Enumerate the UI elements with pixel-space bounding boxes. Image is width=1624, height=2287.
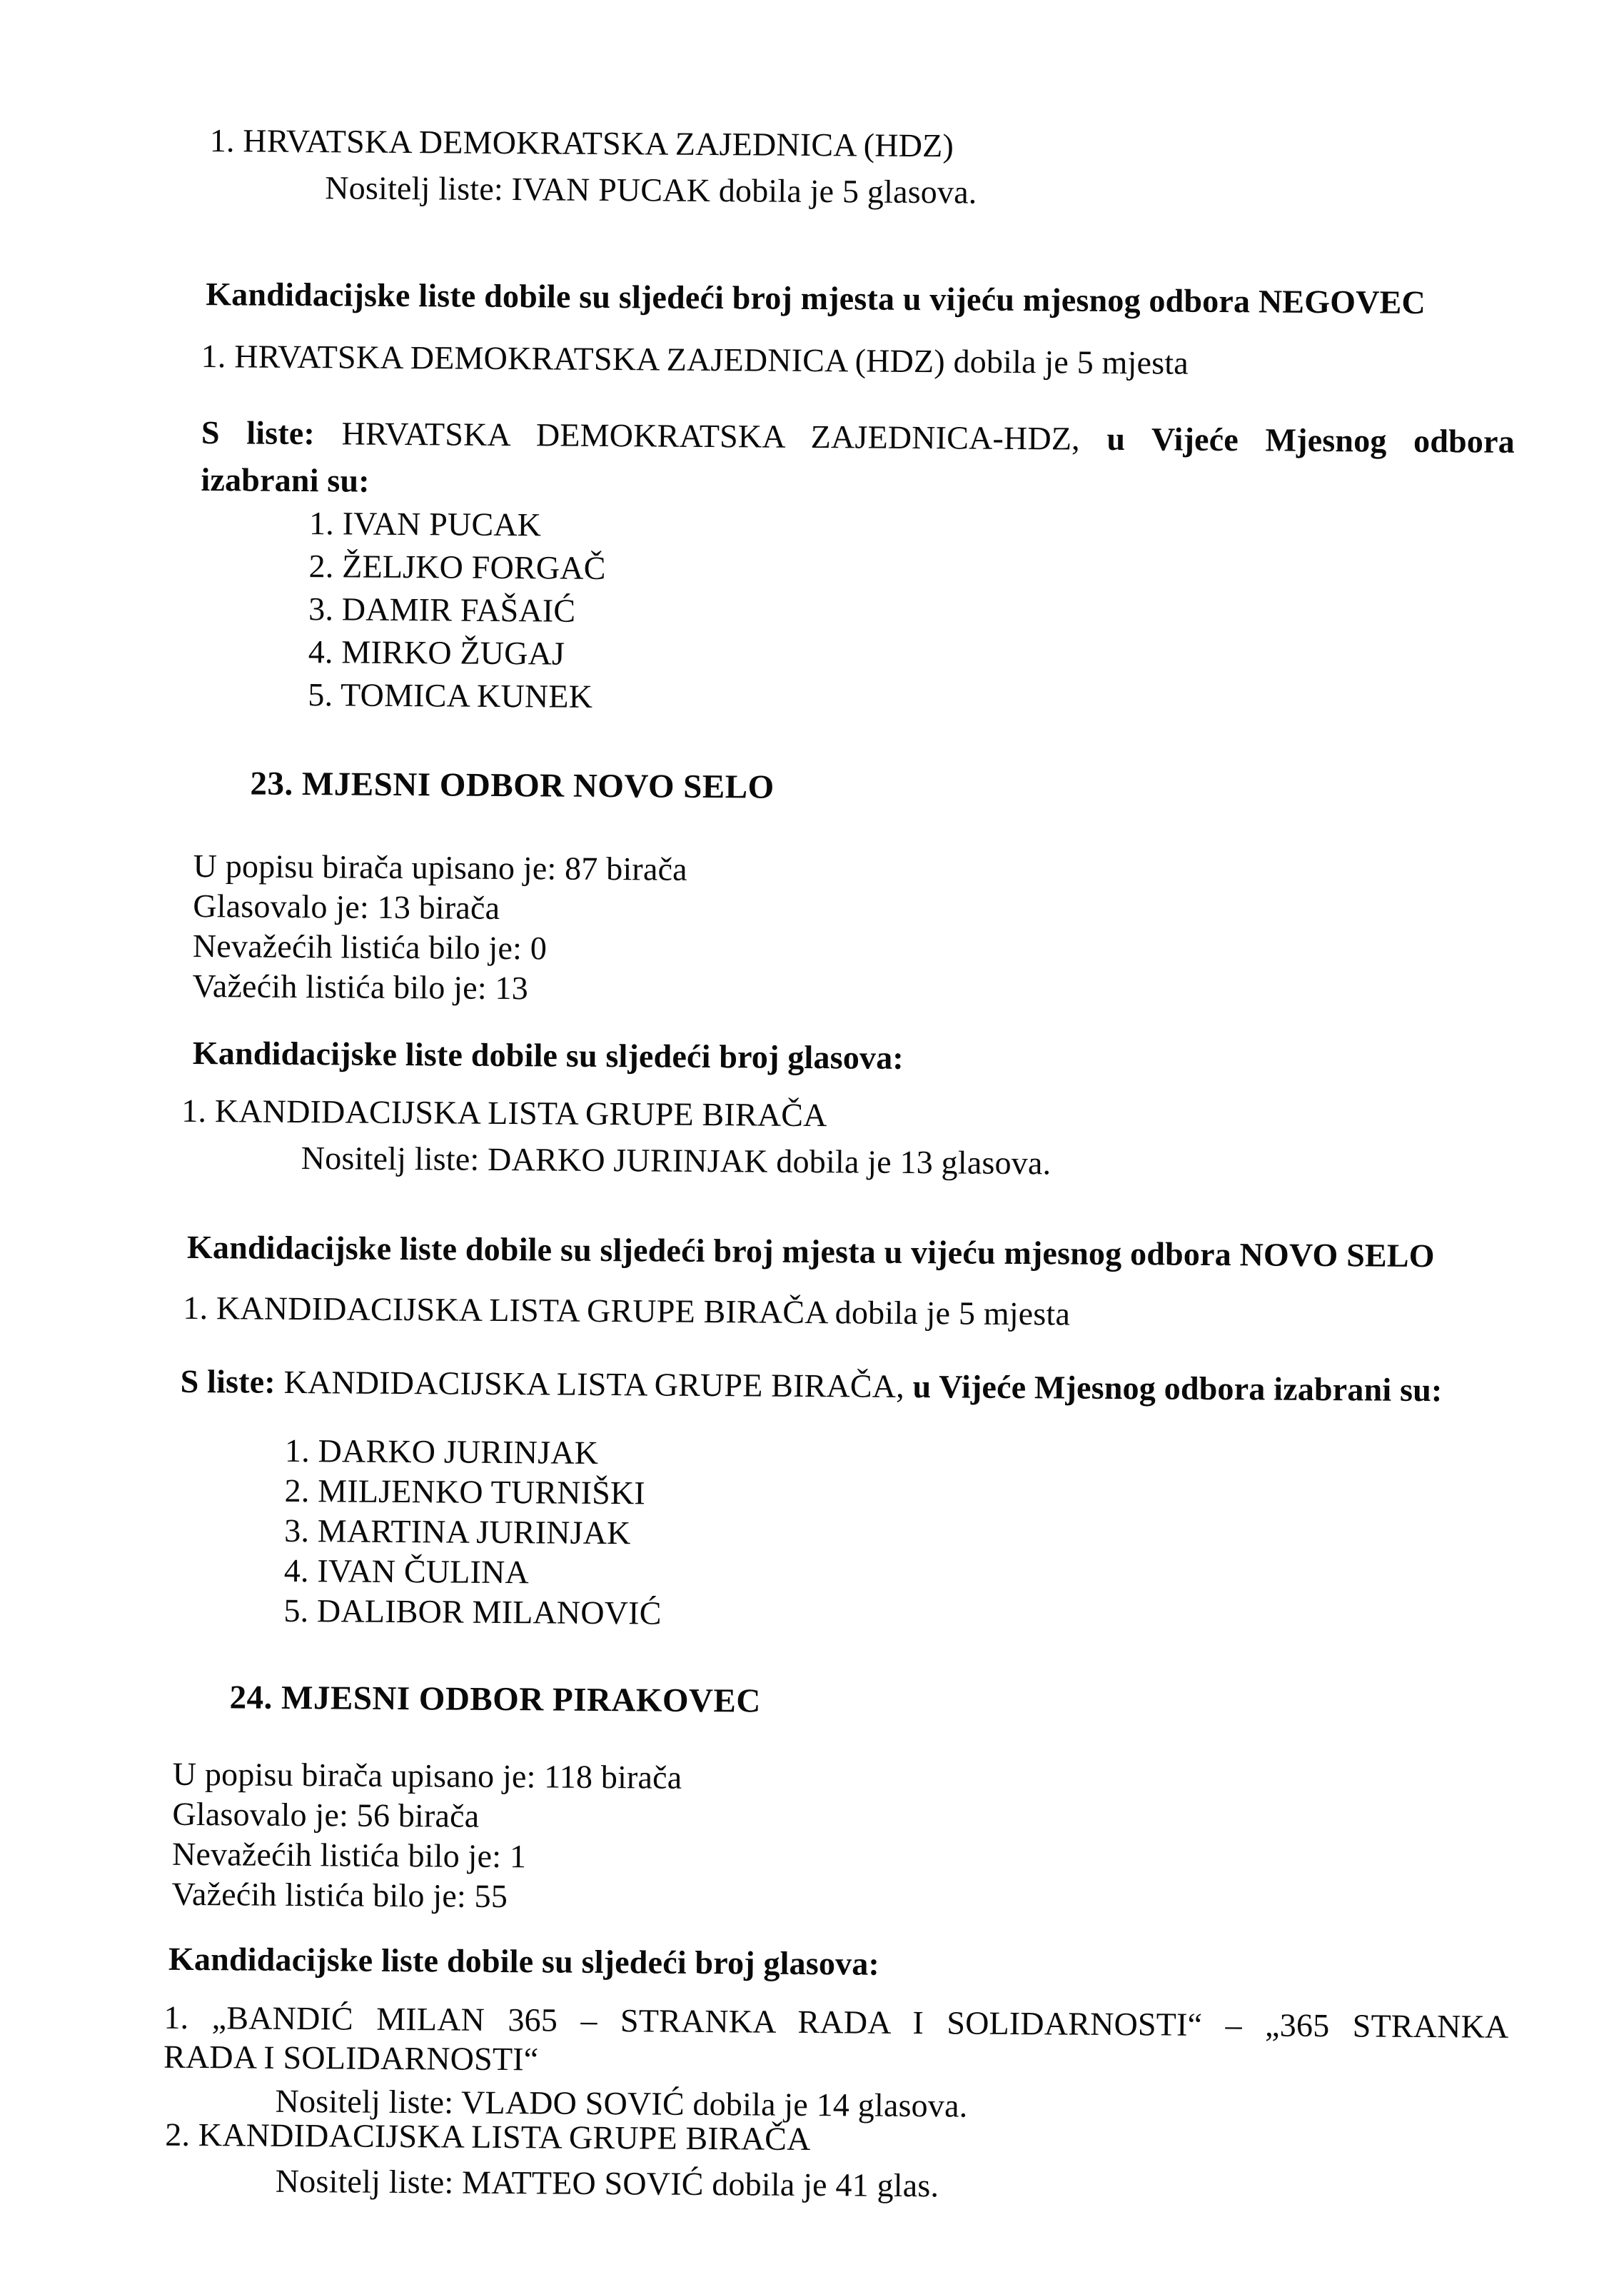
s-liste-tail: u Vijeće Mjesnog odbora izabrani su:: [912, 1368, 1443, 1409]
section-title-24: 24. MJESNI ODBOR PIRAKOVEC: [229, 1679, 761, 1720]
vote-item-line2: RADA I SOLIDARNOSTI“: [163, 2038, 539, 2078]
voter-stats-pirakovec: [171, 1754, 682, 1918]
nositelj-note: Nositelj liste: IVAN PUCAK dobila je 5 glasova.: [325, 169, 977, 211]
voter-stats-novo-selo: [192, 846, 687, 1010]
seats-item-novo-selo: 1. KANDIDACIJSKA LISTA GRUPE BIRAČA dobila je 5 mjesta: [183, 1289, 1071, 1332]
votes-heading-novo-selo: Kandidacijske liste dobile su sljedeći broj glasova:: [192, 1034, 904, 1076]
votes-heading-pirakovec: Kandidacijske liste dobile su sljedeći broj glasova:: [168, 1940, 880, 1982]
member-item: 1. DARKO JURINJAK: [284, 1432, 599, 1471]
seats-heading-novo-selo: Kandidacijske liste dobile su sljedeći broj mjesta u vijeću mjesnog odbora NOVO SELO: [186, 1228, 1435, 1275]
member-item: 4. IVAN ČULINA: [283, 1552, 530, 1591]
member-item: 5. TOMICA KUNEK: [308, 676, 593, 715]
stat-line: Nevažećih listića bilo je: 1: [171, 1835, 527, 1875]
nositelj-note: Nositelj liste: MATTEO SOVIĆ dobila je 41 glas.: [275, 2162, 939, 2204]
stat-line: Glasovalo je: 13 birača: [193, 887, 500, 926]
s-liste-tail: u Vijeće Mjesnog odbora: [1106, 420, 1515, 460]
member-item: 1. IVAN PUCAK: [308, 505, 542, 543]
member-item: 2. MILJENKO TURNIŠKI: [284, 1472, 646, 1512]
member-item: 2. ŽELJKO FORGAČ: [308, 548, 606, 586]
member-list-novo-selo: [283, 1431, 662, 1634]
s-liste-paragraph-novo-selo: [180, 1361, 1442, 1411]
vote-item-novo-selo: 1. KANDIDACIJSKA LISTA GRUPE BIRAČA: [181, 1092, 827, 1134]
stat-line: Važećih listića bilo je: 13: [192, 967, 529, 1007]
s-liste-party: HRVATSKA DEMOKRATSKA ZAJEDNICA-HDZ,: [341, 415, 1081, 457]
nositelj-note: Nositelj liste: DARKO JURINJAK dobila je 13 glasova.: [301, 1140, 1051, 1182]
s-liste-paragraph-negovec: [201, 412, 1515, 510]
s-liste-party: KANDIDACIJSKA LISTA GRUPE BIRAČA,: [283, 1363, 905, 1404]
stat-line: Nevažećih listića bilo je: 0: [192, 927, 548, 967]
vote-item-line1: 1. „BANDIĆ MILAN 365 – STRANKA RADA I SOLIDARNOSTI“ – „365 STRANKA: [163, 1999, 1509, 2045]
list-entry-hdz: 1. HRVATSKA DEMOKRATSKA ZAJEDNICA (HDZ): [209, 122, 954, 164]
seats-heading-negovec: Kandidacijske liste dobile su sljedeći broj mjesta u vijeću mjesnog odbora NEGOVEC: [206, 276, 1426, 321]
member-item: 3. MARTINA JURINJAK: [284, 1512, 631, 1552]
vote-item-grupa-biraca: 2. KANDIDACIJSKA LISTA GRUPE BIRAČA: [165, 2116, 811, 2158]
s-liste-tail2: izabrani su:: [201, 461, 370, 499]
stat-line: U popisu birača upisano je: 87 birača: [193, 847, 687, 888]
s-liste-label: S liste:: [180, 1362, 276, 1400]
section-title-23: 23. MJESNI ODBOR NOVO SELO: [250, 765, 775, 806]
s-liste-line1: [201, 412, 1515, 463]
stat-line: Glasovalo je: 56 birača: [172, 1795, 480, 1834]
member-item: 5. DALIBOR MILANOVIĆ: [283, 1592, 662, 1632]
s-liste-label: S liste:: [201, 414, 316, 452]
vote-item-bandic: [163, 1998, 1509, 2086]
stat-line: U popisu birača upisano je: 118 birača: [172, 1755, 682, 1796]
seats-item-negovec: 1. HRVATSKA DEMOKRATSKA ZAJEDNICA (HDZ) dobila je 5 mjesta: [201, 338, 1189, 381]
member-item: 4. MIRKO ŽUGAJ: [308, 633, 565, 672]
nositelj-note: Nositelj liste: VLADO SOVIĆ dobila je 14 glasova.: [275, 2082, 968, 2124]
member-list-negovec: [308, 502, 606, 718]
member-item: 3. DAMIR FAŠAIĆ: [308, 590, 576, 629]
stat-line: Važećih listića bilo je: 55: [171, 1875, 508, 1915]
